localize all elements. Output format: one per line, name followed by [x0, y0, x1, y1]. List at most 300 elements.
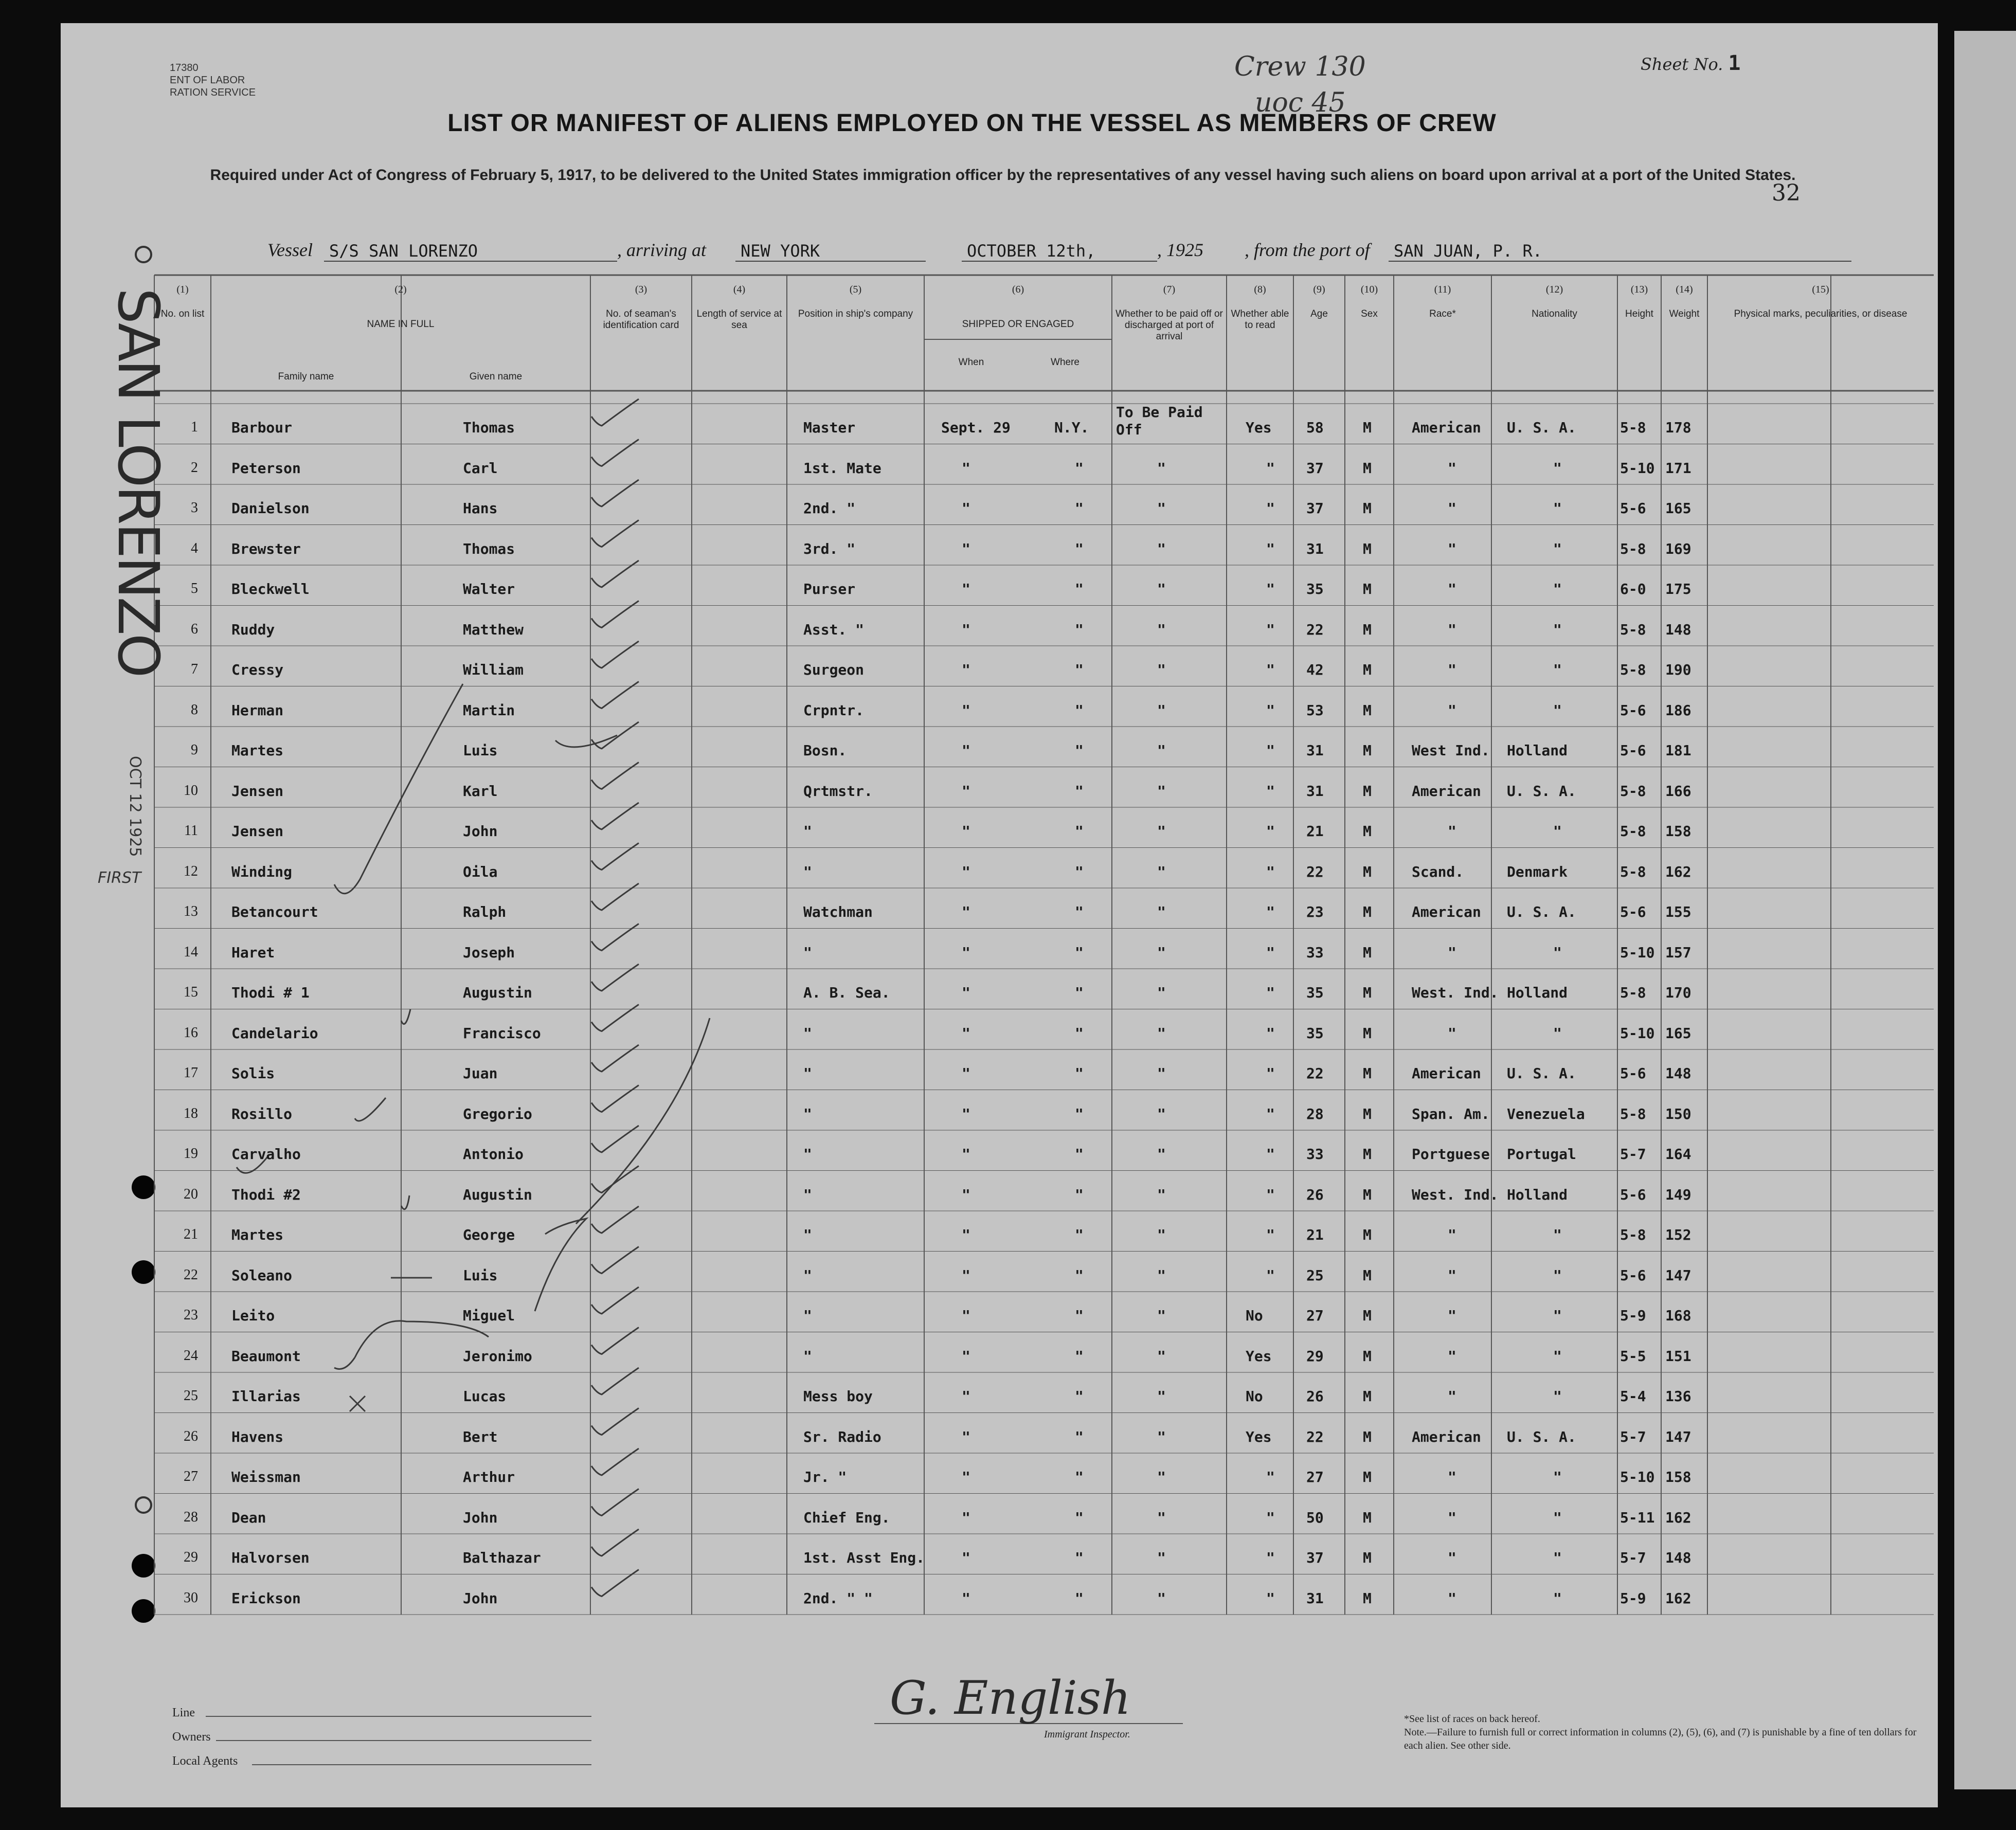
shipped-where: " — [1075, 500, 1084, 517]
sex: M — [1363, 500, 1372, 517]
paid-off: " — [1157, 984, 1166, 1001]
shipped-where: " — [1075, 1146, 1084, 1163]
weight: 181 — [1665, 742, 1691, 759]
family-name: Barbour — [231, 419, 293, 436]
shipped-when: " — [962, 1428, 970, 1445]
column-number: (4) — [733, 284, 746, 295]
column-number: (12) — [1545, 284, 1563, 295]
weight: 168 — [1665, 1307, 1691, 1324]
paid-off: " — [1157, 1509, 1166, 1526]
able-to-read: " — [1266, 782, 1275, 800]
shipped-when: " — [962, 1065, 970, 1082]
sex: M — [1363, 1388, 1372, 1405]
column-header: Weight — [1669, 309, 1700, 319]
shipped-where: N.Y. — [1054, 419, 1089, 436]
weight: 165 — [1665, 1024, 1691, 1042]
weight: 164 — [1665, 1146, 1691, 1163]
nationality: " — [1553, 540, 1562, 557]
position: 1st. Asst Eng. — [803, 1549, 925, 1566]
weight: 136 — [1665, 1388, 1691, 1405]
paid-off: " — [1157, 1226, 1166, 1243]
race: " — [1448, 1549, 1456, 1566]
paid-off: " — [1157, 621, 1166, 638]
race: American — [1412, 782, 1481, 800]
race: " — [1448, 1266, 1456, 1284]
row-number: 28 — [184, 1509, 198, 1525]
shipped-when: " — [962, 1266, 970, 1284]
shipped-where: " — [1075, 944, 1084, 961]
column-subheader: Where — [1051, 357, 1079, 368]
shipped-when: " — [962, 1347, 970, 1365]
weight: 186 — [1665, 701, 1691, 719]
paid-off: " — [1157, 1307, 1166, 1324]
able-to-read: " — [1266, 863, 1275, 880]
nationality: " — [1553, 944, 1562, 961]
shipped-where: " — [1075, 1024, 1084, 1042]
paid-off: " — [1157, 1266, 1166, 1284]
given-name: Jeronimo — [463, 1347, 532, 1365]
shipped-when: " — [962, 1509, 970, 1526]
column-header: SHIPPED OR ENGAGED — [962, 319, 1074, 330]
sex: M — [1363, 903, 1372, 920]
given-name: Carl — [463, 459, 498, 477]
column-subheader: Given name — [469, 371, 523, 382]
local-agents-label: Local Agents — [172, 1754, 238, 1768]
weight: 162 — [1665, 1509, 1691, 1526]
column-header: Race* — [1429, 309, 1456, 319]
paid-off: " — [1157, 1549, 1166, 1566]
race: " — [1448, 1509, 1456, 1526]
shipped-when: " — [962, 823, 970, 840]
age: 29 — [1306, 1347, 1324, 1365]
family-name: Haret — [231, 944, 275, 961]
position: Chief Eng. — [803, 1509, 890, 1526]
department-line: RATION SERVICE — [170, 87, 256, 98]
position: " — [803, 1347, 812, 1365]
family-name: Martes — [231, 1226, 284, 1243]
height: 5-8 — [1620, 661, 1646, 678]
column-number: (10) — [1360, 284, 1378, 295]
age: 22 — [1306, 621, 1324, 638]
weight: 171 — [1665, 459, 1691, 477]
position: " — [803, 1065, 812, 1082]
arrival-date: OCTOBER 12th, — [967, 241, 1096, 261]
given-name: Hans — [463, 500, 498, 517]
sex: M — [1363, 1186, 1372, 1203]
column-number: (9) — [1313, 284, 1325, 295]
height: 5-10 — [1620, 1024, 1655, 1042]
able-to-read: " — [1266, 500, 1275, 517]
given-name: Antonio — [463, 1146, 524, 1163]
page-number: 32 — [1772, 180, 1801, 206]
height: 5-6 — [1620, 500, 1646, 517]
shipped-where: " — [1075, 621, 1084, 638]
row-number: 19 — [184, 1146, 198, 1162]
shipped-when: " — [962, 621, 970, 638]
given-name: Ralph — [463, 903, 507, 920]
able-to-read: " — [1266, 1105, 1275, 1122]
given-name: Arthur — [463, 1469, 515, 1485]
able-to-read: " — [1266, 1065, 1275, 1082]
race: " — [1448, 1388, 1456, 1405]
paid-off: " — [1157, 1024, 1166, 1042]
shipped-where: " — [1075, 1549, 1084, 1566]
column-subheader: When — [958, 357, 984, 368]
sex: M — [1363, 1428, 1372, 1445]
height: 5-11 — [1620, 1509, 1655, 1526]
height: 5-6 — [1620, 1266, 1646, 1284]
shipped-where: " — [1075, 459, 1084, 477]
footnote-penalty: Note.—Failure to furnish full or correct information in columns (2), (5), (6), and (7) is punishable by a fine of ten dollars for each alien. See other side. — [1404, 1727, 1917, 1751]
position: Master — [803, 419, 856, 436]
paid-off: " — [1157, 903, 1166, 920]
able-to-read: " — [1266, 581, 1275, 597]
weight: 151 — [1665, 1347, 1691, 1365]
weight: 150 — [1665, 1105, 1691, 1122]
row-number: 5 — [191, 581, 198, 596]
able-to-read: " — [1266, 540, 1275, 557]
shipped-when: " — [962, 701, 970, 719]
position: " — [803, 1307, 812, 1324]
vessel-name: S/S SAN LORENZO — [329, 241, 478, 261]
age: 35 — [1306, 984, 1324, 1001]
sex: M — [1363, 984, 1372, 1001]
given-name: Balthazar — [463, 1549, 541, 1566]
sex: M — [1363, 1105, 1372, 1122]
nationality: " — [1553, 581, 1562, 597]
race: West Ind. — [1412, 742, 1490, 759]
position: " — [803, 1105, 812, 1122]
shipped-when: " — [962, 1307, 970, 1324]
shipped-where: " — [1075, 984, 1084, 1001]
nationality: " — [1553, 1509, 1562, 1526]
shipped-where: " — [1075, 823, 1084, 840]
age: 21 — [1306, 1226, 1324, 1243]
age: 35 — [1306, 581, 1324, 597]
nationality: " — [1553, 823, 1562, 840]
height: 5-10 — [1620, 944, 1655, 961]
shipped-where: " — [1075, 1347, 1084, 1365]
row-number: 8 — [191, 701, 198, 718]
column-number: (2) — [394, 284, 407, 295]
age: 58 — [1306, 419, 1324, 436]
age: 26 — [1306, 1388, 1324, 1405]
nationality: " — [1553, 1549, 1562, 1566]
row-number: 27 — [184, 1469, 198, 1484]
nationality: Holland — [1507, 1186, 1568, 1203]
given-name: John — [463, 1509, 498, 1526]
shipped-when: " — [962, 1388, 970, 1405]
row-number: 4 — [191, 540, 198, 556]
row-number: 23 — [184, 1307, 198, 1323]
weight: 162 — [1665, 863, 1691, 880]
able-to-read: " — [1266, 459, 1275, 477]
column-number: (5) — [849, 284, 862, 295]
weight: 162 — [1665, 1589, 1691, 1607]
family-name: Solis — [231, 1065, 275, 1082]
given-name: Gregorio — [463, 1105, 532, 1122]
column-header: Physical marks, peculiarities, or disease — [1734, 309, 1907, 319]
height: 5-6 — [1620, 742, 1646, 759]
race: " — [1448, 944, 1456, 961]
able-to-read: " — [1266, 742, 1275, 759]
sex: M — [1363, 1146, 1372, 1163]
weight: 175 — [1665, 581, 1691, 597]
nationality: " — [1553, 1589, 1562, 1607]
crew-note-line: Crew 130 — [1234, 51, 1366, 82]
nationality: U. S. A. — [1507, 1428, 1576, 1445]
from-port-label: , from the port of — [1245, 240, 1370, 260]
position: 2nd. " " — [803, 1589, 873, 1607]
age: 22 — [1306, 863, 1324, 880]
manifest-subtitle: Required under Act of Congress of February 5, 1917, to be delivered to the United States immigration officer by the representatives of any vessel having such aliens on board upon arrival at a port of the United States. — [210, 167, 1796, 184]
shipped-where: " — [1075, 903, 1084, 920]
age: 21 — [1306, 823, 1324, 840]
paid-off: " — [1157, 1065, 1166, 1082]
able-to-read: No — [1246, 1307, 1263, 1324]
shipped-when: Sept. 29 — [941, 419, 1011, 436]
position: " — [803, 944, 812, 961]
shipped-when: " — [962, 500, 970, 517]
height: 5-8 — [1620, 419, 1646, 436]
able-to-read: " — [1266, 1186, 1275, 1203]
shipped-when: " — [962, 581, 970, 597]
given-name: Luis — [463, 742, 498, 759]
nationality: " — [1553, 701, 1562, 719]
nationality: " — [1553, 1307, 1562, 1324]
family-name: Dean — [231, 1509, 266, 1526]
family-name: Bleckwell — [231, 581, 310, 597]
given-name: Oila — [463, 863, 498, 880]
age: 23 — [1306, 903, 1324, 920]
weight: 152 — [1665, 1226, 1691, 1243]
age: 37 — [1306, 500, 1324, 517]
shipped-when: " — [962, 1186, 970, 1203]
age: 33 — [1306, 944, 1324, 961]
height: 5-7 — [1620, 1428, 1646, 1445]
able-to-read: " — [1266, 823, 1275, 840]
shipped-where: " — [1075, 1105, 1084, 1122]
race: " — [1448, 1347, 1456, 1365]
able-to-read: " — [1266, 1226, 1275, 1243]
shipped-where: " — [1075, 1428, 1084, 1445]
sex: M — [1363, 1024, 1372, 1042]
column-number: (15) — [1812, 284, 1829, 295]
race: American — [1412, 903, 1481, 920]
paid-off: " — [1157, 1186, 1166, 1203]
height: 5-8 — [1620, 782, 1646, 800]
position: " — [803, 1186, 812, 1203]
height: 5-4 — [1620, 1388, 1646, 1405]
shipped-when: " — [962, 863, 970, 880]
race: Scand. — [1412, 863, 1464, 880]
weight: 148 — [1665, 621, 1691, 638]
shipped-where: " — [1075, 1589, 1084, 1607]
column-number: (14) — [1676, 284, 1693, 295]
race: " — [1448, 459, 1456, 477]
column-number: (6) — [1012, 284, 1024, 295]
family-name: Martes — [231, 742, 284, 759]
height: 5-6 — [1620, 701, 1646, 719]
able-to-read: " — [1266, 903, 1275, 920]
shipped-where: " — [1075, 581, 1084, 597]
height: 5-6 — [1620, 903, 1646, 920]
column-header: Sex — [1361, 309, 1378, 319]
height: 5-8 — [1620, 1226, 1646, 1243]
able-to-read: Yes — [1246, 1347, 1272, 1365]
shipped-where: " — [1075, 742, 1084, 759]
age: 37 — [1306, 1549, 1324, 1566]
race: " — [1448, 701, 1456, 719]
nationality: " — [1553, 661, 1562, 678]
position: Sr. Radio — [803, 1428, 881, 1445]
shipped-when: " — [962, 540, 970, 557]
weight: 148 — [1665, 1065, 1691, 1082]
nationality: Holland — [1507, 984, 1568, 1001]
column-number: (3) — [635, 284, 647, 295]
paid-off: " — [1157, 1347, 1166, 1365]
shipped-where: " — [1075, 1509, 1084, 1526]
age: 27 — [1306, 1307, 1324, 1324]
shipped-where: " — [1075, 1388, 1084, 1405]
shipped-where: " — [1075, 1065, 1084, 1082]
sex: M — [1363, 1065, 1372, 1082]
given-name: William — [463, 661, 524, 678]
family-name: Jensen — [231, 823, 284, 840]
race: " — [1448, 621, 1456, 638]
weight: 170 — [1665, 984, 1691, 1001]
given-name: Juan — [463, 1065, 498, 1082]
able-to-read: " — [1266, 1266, 1275, 1284]
given-name: Thomas — [463, 540, 515, 557]
row-number: 14 — [184, 944, 198, 960]
age: 28 — [1306, 1105, 1324, 1122]
family-name: Soleano — [231, 1266, 293, 1284]
able-to-read: " — [1266, 984, 1275, 1001]
column-header: Whether able to read — [1231, 309, 1289, 331]
shipped-when: " — [962, 903, 970, 920]
row-number: 6 — [191, 621, 198, 637]
given-name: Karl — [463, 782, 498, 800]
column-subheader: Family name — [278, 371, 334, 382]
height: 5-7 — [1620, 1549, 1646, 1566]
sex: M — [1363, 701, 1372, 719]
date-stamp: OCT 12 1925 — [126, 756, 144, 857]
race: " — [1448, 1307, 1456, 1324]
position: Purser — [803, 581, 856, 597]
age: 31 — [1306, 1589, 1324, 1607]
column-number: (7) — [1163, 284, 1176, 295]
age: 22 — [1306, 1065, 1324, 1082]
sheet-label: Sheet No. — [1641, 55, 1723, 74]
age: 31 — [1306, 742, 1324, 759]
row-number: 18 — [184, 1105, 198, 1121]
shipped-when: " — [962, 1105, 970, 1122]
able-to-read: " — [1266, 1549, 1275, 1566]
shipped-when: " — [962, 944, 970, 961]
height: 5-8 — [1620, 863, 1646, 880]
sex: M — [1363, 1226, 1372, 1243]
family-name: Erickson — [231, 1589, 301, 1607]
age: 31 — [1306, 540, 1324, 557]
nationality: U. S. A. — [1507, 782, 1576, 800]
weight: 147 — [1665, 1266, 1691, 1284]
position: " — [803, 863, 812, 880]
shipped-when: " — [962, 1589, 970, 1607]
height: 5-10 — [1620, 1469, 1655, 1485]
row-number: 10 — [184, 782, 198, 799]
age: 26 — [1306, 1186, 1324, 1203]
race: American — [1412, 1428, 1481, 1445]
shipped-when: " — [962, 1226, 970, 1243]
sex: M — [1363, 1347, 1372, 1365]
column-header: Nationality — [1532, 309, 1577, 319]
paid-off: " — [1157, 1589, 1166, 1607]
margin-ship-name: SAN LORENZO — [105, 288, 171, 676]
given-name: Luis — [463, 1266, 498, 1284]
height: 5-10 — [1620, 459, 1655, 477]
weight: 149 — [1665, 1186, 1691, 1203]
shipped-where: " — [1075, 661, 1084, 678]
age: 22 — [1306, 1428, 1324, 1445]
given-name: John — [463, 1589, 498, 1607]
position: " — [803, 1266, 812, 1284]
nationality: " — [1553, 459, 1562, 477]
paid-off: " — [1157, 782, 1166, 800]
able-to-read: " — [1266, 1024, 1275, 1042]
position: A. B. Sea. — [803, 984, 890, 1001]
nationality: Holland — [1507, 742, 1568, 759]
shipped-where: " — [1075, 863, 1084, 880]
paid-off: " — [1157, 944, 1166, 961]
footnote — [1404, 1712, 1918, 1752]
race: " — [1448, 1469, 1456, 1485]
given-name: Thomas — [463, 419, 515, 436]
given-name: Bert — [463, 1428, 498, 1445]
age: 37 — [1306, 459, 1324, 477]
row-number: 11 — [184, 823, 198, 839]
row-number: 1 — [191, 419, 198, 435]
family-name: Halvorsen — [231, 1549, 310, 1566]
shipped-where: " — [1075, 1186, 1084, 1203]
age: 25 — [1306, 1266, 1324, 1284]
height: 5-6 — [1620, 1065, 1646, 1082]
position: " — [803, 823, 812, 840]
sex: M — [1363, 1509, 1372, 1526]
weight: 169 — [1665, 540, 1691, 557]
paid-off: " — [1157, 742, 1166, 759]
family-name: Thodi # 1 — [231, 984, 310, 1001]
weight: 158 — [1665, 823, 1691, 840]
given-name: Matthew — [463, 621, 524, 638]
column-header: Age — [1310, 309, 1328, 319]
sex: M — [1363, 621, 1372, 638]
paid-off: " — [1157, 823, 1166, 840]
able-to-read: " — [1266, 661, 1275, 678]
row-number: 24 — [184, 1347, 198, 1364]
height: 6-0 — [1620, 581, 1646, 597]
row-number: 20 — [184, 1186, 198, 1202]
sex: M — [1363, 661, 1372, 678]
height: 5-9 — [1620, 1307, 1646, 1324]
sex: M — [1363, 742, 1372, 759]
row-number: 12 — [184, 863, 198, 879]
height: 5-8 — [1620, 1105, 1646, 1122]
race: American — [1412, 419, 1481, 436]
position: Surgeon — [803, 661, 865, 678]
family-name: Rosillo — [231, 1105, 293, 1122]
row-number: 13 — [184, 903, 198, 919]
